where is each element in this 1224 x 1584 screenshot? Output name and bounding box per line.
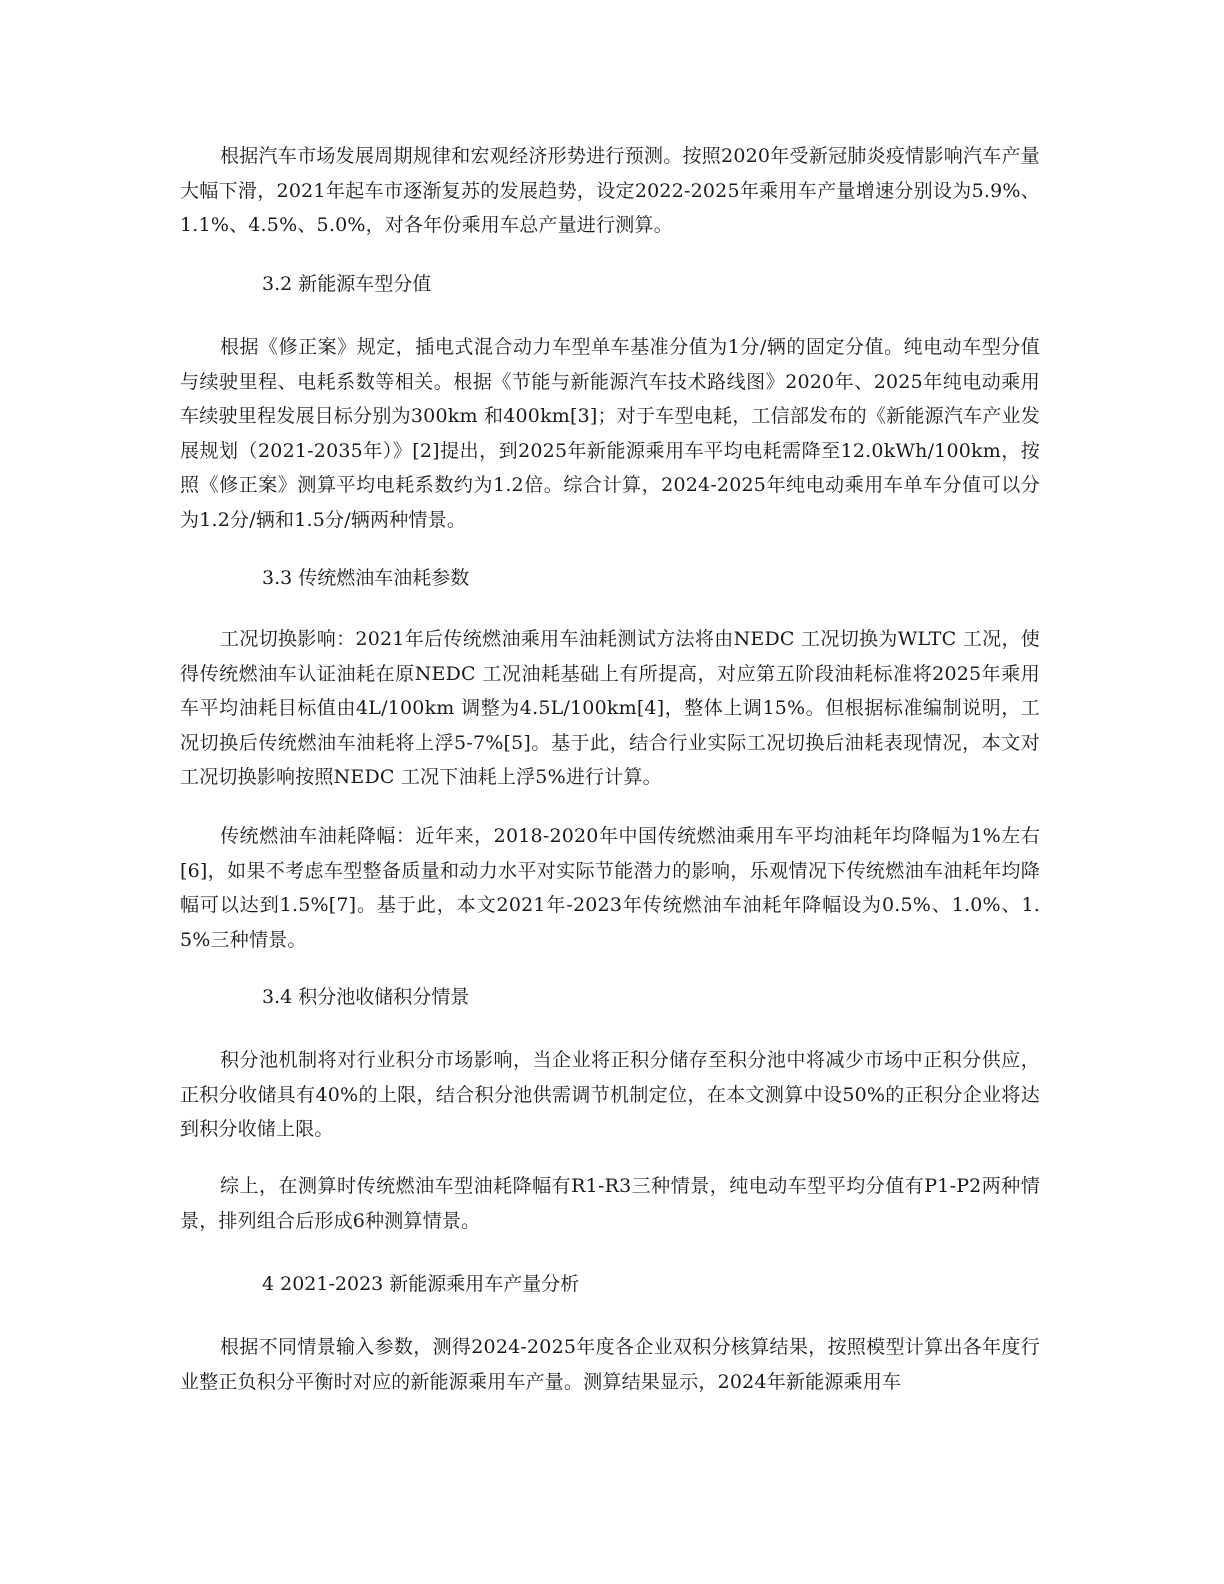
paragraph-production-results: 根据不同情景输入参数，测得2024-2025年度各企业双积分核算结果，按照模型计算出各年度行业整正负积分平衡时对应的新能源乘用车产量。测算结果显示，2024年新能源乘用车 bbox=[180, 1336, 1040, 1393]
paragraph-fuel-reduction: 传统燃油车油耗降幅：近年来，2018-2020年中国传统燃油乘用车平均油耗年均降幅为1%左右[6]，如果不考虑车型整备质量和动力水平对实际节能潜力的影响，乐观情况下传统燃油车油耗年均降幅可以达到1.5%[7]。基于此，本文2021年-2023年传统燃油车油耗年降幅设为0.5%、1.0%、1.5%三种情景。 bbox=[180, 825, 1040, 951]
paragraph-market-forecast: 根据汽车市场发展周期规律和宏观经济形势进行预测。按照2020年受新冠肺炎疫情影响汽车产量大幅下滑，2021年起车市逐渐复苏的发展趋势，设定2022-2025年乘用车产量增速分别设为5.9%、1.1%、4.5%、5.0%，对各年份乘用车总产量进行测算。 bbox=[180, 145, 1040, 236]
paragraph-nev-score: 根据《修正案》规定，插电式混合动力车型单车基准分值为1分/辆的固定分值。纯电动车型分值与续驶里程、电耗系数等相关。根据《节能与新能源汽车技术路线图》2020年、2025年纯电动乘用车续驶里程发展目标分别为300km 和400km[3]；对于车型电耗，工信部发布的《新能源汽车产业发展规划（2021-2035年）》[2]提出，到2025年新能源乘用车平均电耗需降至12.0kWh/100km，按照《修正案》测算平均电耗系数约为1.2倍。综合计算，2024-2025年纯电动乘用车单车分值可以分为1.2分/辆和1.5分/辆两种情景。 bbox=[180, 336, 1040, 531]
section-heading-production-analysis: 4 2021-2023 新能源乘用车产量分析 bbox=[262, 1273, 580, 1295]
section-heading-fuel-params: 3.3 传统燃油车油耗参数 bbox=[262, 567, 470, 589]
paragraph-credit-pool: 积分池机制将对行业积分市场影响，当企业将正积分储存至积分池中将减少市场中正积分供应，正积分收储具有40%的上限，结合积分池供需调节机制定位，在本文测算中设50%的正积分企业将达到积分收储上限。 bbox=[180, 1049, 1040, 1140]
paragraph-condition-switch: 工况切换影响：2021年后传统燃油乘用车油耗测试方法将由NEDC 工况切换为WLTC 工况，使得传统燃油车认证油耗在原NEDC 工况油耗基础上有所提高，对应第五阶段油耗标准将2025年乘用车平均油耗目标值由4L/100km 调整为4.5L/100km[4]，整体上调15%。但根据标准编制说明，工况切换后传统燃油车油耗将上浮5-7%[5]。基于此，结合行业实际工况切换后油耗表现情况，本文对工况切换影响按照NEDC 工况下油耗上浮5%进行计算。 bbox=[180, 628, 1040, 788]
paragraph-summary: 综上，在测算时传统燃油车型油耗降幅有R1-R3三种情景，纯电动车型平均分值有P1-P2两种情景，排列组合后形成6种测算情景。 bbox=[180, 1175, 1040, 1232]
section-heading-nev-score: 3.2 新能源车型分值 bbox=[262, 273, 432, 295]
section-heading-credit-pool: 3.4 积分池收储积分情景 bbox=[262, 986, 470, 1008]
